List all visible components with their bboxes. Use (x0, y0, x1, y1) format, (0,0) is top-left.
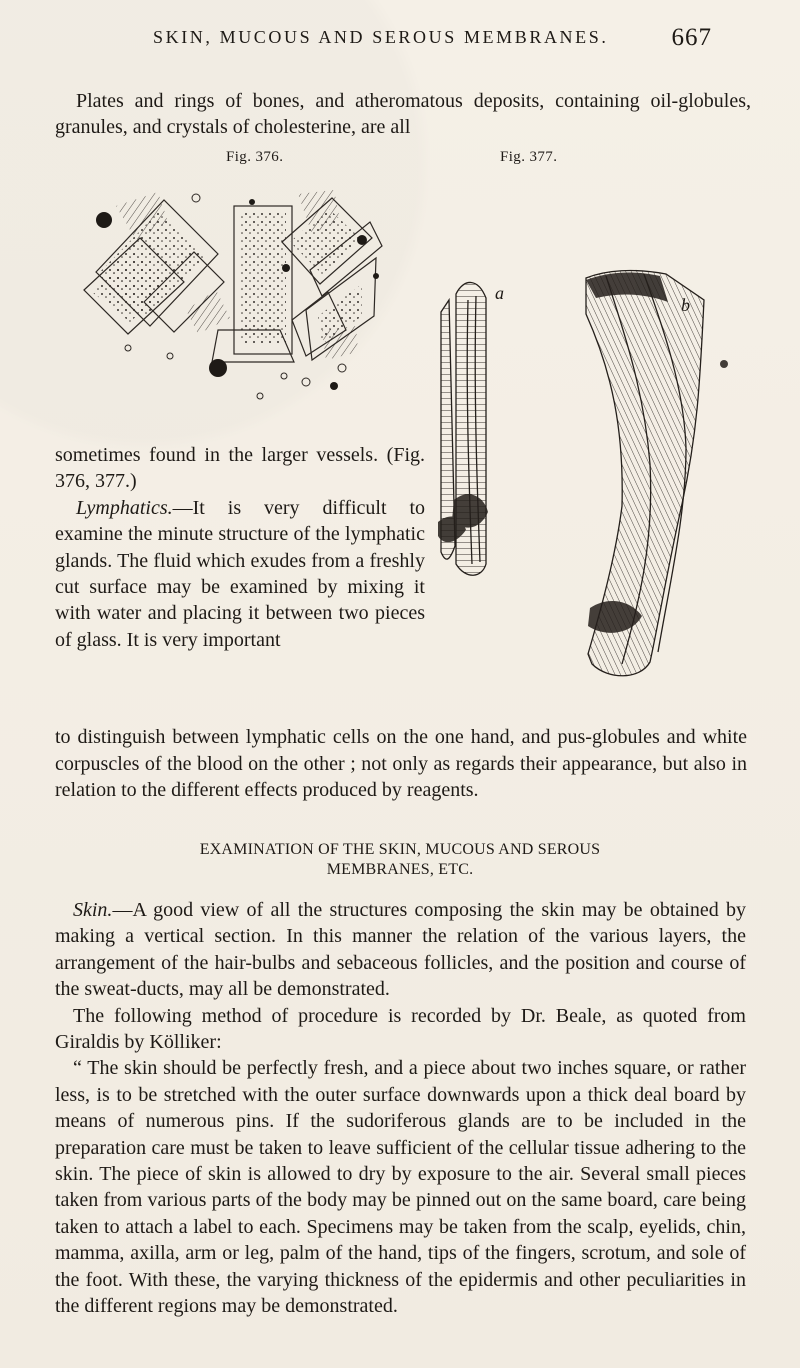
lymphatics-heading: Lymphatics. (76, 496, 173, 519)
continuation-text: to distinguish between lymphatic cells on the one hand, and pus-globules and white corpuscles of the blood on the other ; not only as regards their appearance, but also in relation to the different effects produced by reagents. (55, 726, 747, 802)
running-title: SKIN, MUCOUS AND SEROUS MEMBRANES. (153, 27, 609, 47)
lymphatics-text: —It is very difficult to examine the minute structure of the lymphatic glands. The fluid which exudes from a freshly cut surface may be examined by mixing it with water and placing it between two pieces of glass. It is very important (55, 496, 425, 651)
quote-paragraph: “ The skin should be perfectly fresh, and a piece about two inches square, or rather less, is to be stretched with the outer surface downwards upon a thick deal board by means of numerous pins. If the sudoriferous glands are to be included in the preparation care must be taken to leave sufficient of the cellular tissue adhering to the skin. The piece of skin is allowed to dry by exposure to the air. Several small pieces taken from various parts of the body may be pinned out on the same board, care being taken to attach a label to each. Specimens may be taken from the scalp, eyelids, chin, mamma, axilla, arm or leg, palm of the hand, tips of the fingers, scrotum, and sole of the foot. With these, the varying thickness of the epidermis and other peculiarities in the different regions may be demonstrated. (55, 1057, 746, 1318)
figure-377-illustration (438, 260, 762, 688)
section-heading-line-1: EXAMINATION OF THE SKIN, MUCOUS AND SEROUS (199, 841, 601, 858)
opening-text: Plates and rings of bones, and atheromatous deposits, containing oil-globules, granules, and crystals of cholesterine, are all (55, 90, 751, 139)
figure-377-left-letter: a (495, 283, 504, 303)
left-column-text (55, 442, 425, 653)
continuation-paragraph (55, 704, 747, 824)
section-heading-line-2: MEMBRANES, ETC. (326, 861, 474, 878)
figure-376-illustration (76, 180, 398, 432)
section-heading (0, 840, 800, 880)
opening-paragraph (55, 88, 751, 140)
skin-paragraph (55, 897, 746, 1003)
figure-377-label: Fig. 377. (500, 149, 558, 165)
method-paragraph: The following method of procedure is recorded by Dr. Beale, as quoted from Giraldis by Kölliker: (55, 1004, 746, 1054)
larger-vessels-text: sometimes found in the larger vessels. (Fig. 376, 377.) (55, 444, 425, 493)
skin-section-body (55, 897, 746, 1320)
figure-376-label: Fig. 376. (226, 149, 284, 165)
running-head (0, 24, 800, 57)
page-number: 667 (671, 24, 712, 51)
lymphatics-paragraph (55, 495, 425, 653)
skin-heading: Skin. (73, 899, 113, 921)
skin-text: —A good view of all the structures composing the skin may be obtained by making a vertical section. In this manner the relation of the various layers, the arrangement of the hair-bulbs and sebaceous follicles, and the position and course of the sweat-ducts, may all be demonstrated. (55, 899, 746, 1001)
